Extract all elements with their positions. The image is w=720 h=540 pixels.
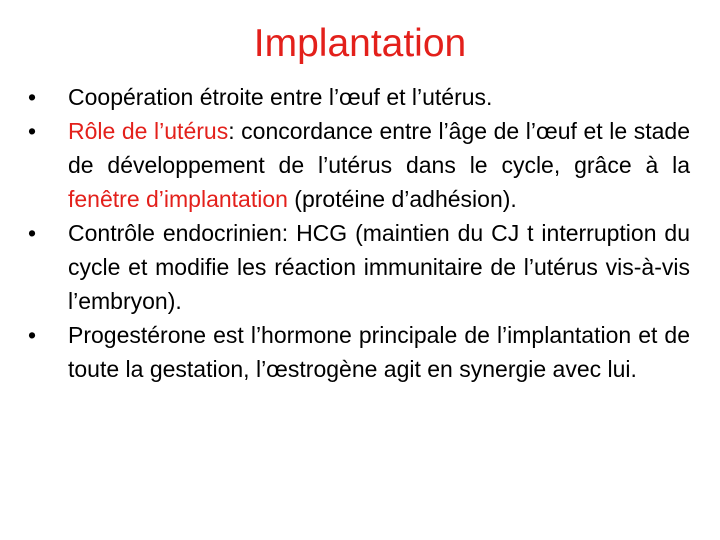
bullet-text: Coopération étroite entre l’œuf et l’utérus. <box>68 84 493 110</box>
bullet-text: Contrôle endocrinien: HCG (maintien du CJ t interruption du cycle et modifie les réaction immunitaire de l’utérus vis-à-vis l’embryon). <box>68 220 690 314</box>
bullet-list <box>28 80 690 386</box>
bullet-item <box>28 114 690 216</box>
bullet-item <box>28 216 690 318</box>
bullet-dot: • <box>28 322 37 348</box>
bullet-item <box>28 318 690 386</box>
bullet-text: Progestérone est l’hormone principale de l’implantation et de toute la gestation, l’œstrogène agit en synergie avec lui. <box>68 322 690 382</box>
bullet-dot: • <box>28 220 37 246</box>
highlight-role-uterus: Rôle de l’utérus <box>68 118 229 144</box>
bullet-dot: • <box>28 118 37 144</box>
bullet-text: (protéine d’adhésion). <box>287 186 517 212</box>
slide-title: Implantation <box>253 22 467 65</box>
highlight-fenetre-implantation: fenêtre d’implantation <box>68 186 288 212</box>
bullet-item <box>28 80 690 114</box>
bullet-text: : concordance entre l’âge de l’œuf et le stade de développement de l’utérus dans le cycle, grâce à la <box>68 118 690 178</box>
bullet-dot: • <box>28 84 37 110</box>
